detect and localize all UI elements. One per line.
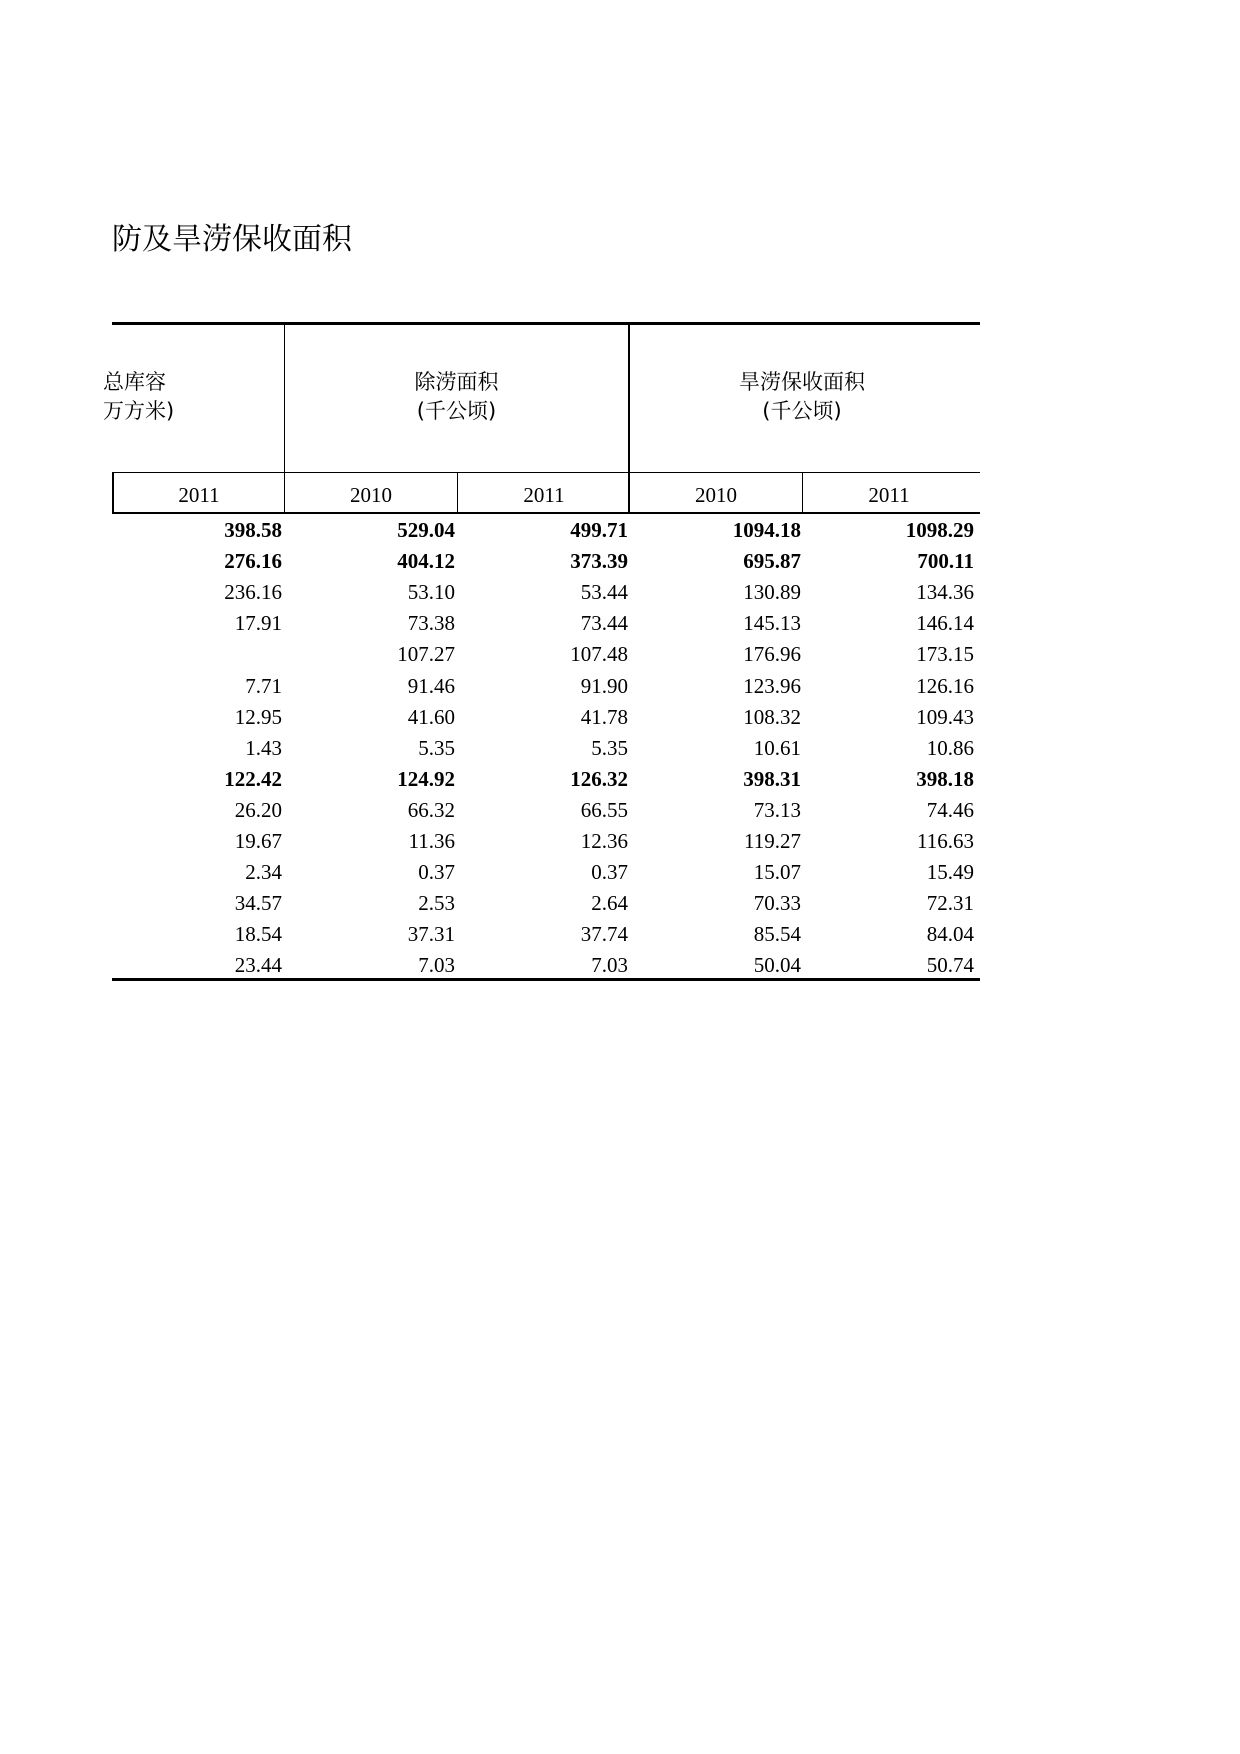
table-cell: 91.90 (580, 673, 628, 698)
table-row (112, 857, 980, 888)
table-cell: 84.04 (926, 922, 974, 947)
table-cell: 19.67 (234, 829, 282, 853)
table-cell: 12.36 (580, 829, 628, 853)
table-cell: 73.13 (753, 797, 801, 822)
table-cell: 2.34 (245, 860, 282, 885)
table-cell: 26.20 (234, 797, 282, 822)
table-cell: 126.32 (570, 766, 628, 791)
table-row (112, 888, 980, 919)
table-cell: 176.96 (743, 642, 801, 667)
table-cell: 276.16 (224, 549, 282, 574)
table-cell: 73.38 (407, 611, 455, 636)
table-cell: 37.31 (407, 922, 455, 947)
year-cell: 2011 (523, 483, 565, 507)
table-cell: 109.43 (916, 704, 974, 729)
table-cell: 0.37 (418, 860, 455, 885)
table-cell: 119.27 (744, 829, 801, 853)
year-cell: 2011 (178, 483, 220, 507)
table-cell: 107.27 (397, 642, 455, 667)
table-cell: 37.74 (580, 922, 628, 947)
header-drainage-area-line2: (千公顷) (416, 399, 497, 423)
table-cell: 107.48 (570, 642, 628, 667)
table-cell: 5.35 (591, 735, 628, 760)
table-row (112, 546, 980, 577)
year-cell: 2010 (695, 483, 737, 507)
table-row (112, 795, 980, 826)
table-cell: 50.74 (926, 953, 974, 978)
table-cell: 373.39 (570, 549, 628, 574)
header-reservoir-capacity-line1: 总库容 (103, 370, 166, 394)
table-row (112, 639, 980, 670)
table-cell: 499.71 (570, 518, 628, 542)
table-cell: 50.04 (753, 953, 801, 978)
table-cell: 7.03 (591, 953, 628, 978)
table-cell: 124.92 (397, 766, 455, 791)
table-cell: 123.96 (743, 673, 801, 698)
table-cell: 15.49 (926, 860, 974, 885)
year-row-top-rule (112, 472, 980, 473)
table-cell: 2.53 (418, 891, 455, 916)
table-cell: 1.43 (245, 735, 282, 760)
table-cell: 41.78 (580, 704, 628, 729)
table-cell: 53.44 (580, 580, 628, 605)
header-drainage-area (285, 368, 628, 426)
table-cell: 12.95 (234, 704, 282, 729)
table-cell: 11.36 (408, 829, 455, 853)
table-cell: 116.63 (917, 829, 974, 853)
table-cell: 85.54 (753, 922, 801, 947)
table-cell: 146.14 (916, 611, 974, 636)
table-cell: 134.36 (916, 580, 974, 605)
header-drainage-area-line1: 除涝面积 (414, 370, 499, 394)
table-cell: 130.89 (743, 580, 801, 605)
table-cell: 74.46 (926, 797, 974, 822)
header-stable-yield-area-line2: (千公顷) (762, 399, 842, 423)
table-cell: 2.64 (591, 891, 628, 916)
header-stable-yield-area-line1: 旱涝保收面积 (739, 370, 865, 394)
table-cell: 15.07 (753, 860, 801, 885)
table-cell: 23.44 (234, 953, 282, 978)
table-cell: 72.31 (926, 891, 974, 916)
table-row (112, 919, 980, 950)
table-cell: 695.87 (743, 549, 801, 574)
table-cell: 173.15 (916, 642, 974, 667)
table-cell: 529.04 (397, 518, 455, 542)
table-cell: 398.58 (224, 518, 282, 542)
table-row (112, 515, 980, 546)
data-table (103, 322, 980, 992)
table-cell: 53.10 (407, 580, 455, 605)
table-cell: 66.32 (407, 797, 455, 822)
table-cell: 108.32 (743, 704, 801, 729)
table-cell: 236.16 (224, 580, 282, 605)
table-cell: 398.31 (743, 766, 801, 791)
table-cell: 7.71 (245, 673, 282, 698)
table-cell: 122.42 (224, 766, 282, 791)
table-cell: 145.13 (743, 611, 801, 636)
table-cell: 34.57 (234, 891, 282, 916)
table-cell: 66.55 (580, 797, 628, 822)
page-title: 防及旱涝保收面积 (112, 222, 352, 257)
header-bottom-rule (112, 512, 980, 514)
year-cell: 2010 (350, 483, 392, 507)
table-cell: 7.03 (418, 953, 455, 978)
table-cell: 70.33 (753, 891, 801, 916)
table-cell: 91.46 (407, 673, 455, 698)
table-cell: 18.54 (234, 922, 282, 947)
table-top-rule (112, 322, 980, 325)
table-cell: 126.16 (916, 673, 974, 698)
table-cell: 1094.18 (732, 518, 801, 542)
table-cell: 10.86 (926, 735, 974, 760)
table-cell: 17.91 (234, 611, 282, 636)
table-cell: 0.37 (591, 860, 628, 885)
table-row (112, 702, 980, 733)
table-row (112, 764, 980, 795)
header-reservoir-capacity (103, 368, 282, 426)
table-cell: 41.60 (407, 704, 455, 729)
table-cell: 10.61 (753, 735, 801, 760)
year-cell: 2011 (868, 483, 910, 507)
table-row (112, 577, 980, 608)
table-row (112, 826, 980, 857)
table-cell: 5.35 (418, 735, 455, 760)
table-row (112, 608, 980, 639)
table-row (112, 950, 980, 981)
table-cell: 404.12 (397, 549, 455, 574)
table-row (112, 671, 980, 702)
header-reservoir-capacity-line2: 万方米) (103, 399, 175, 423)
table-cell: 73.44 (580, 611, 628, 636)
table-row (112, 733, 980, 764)
table-cell: 1098.29 (905, 518, 974, 542)
table-cell: 398.18 (916, 766, 974, 791)
header-stable-yield-area (630, 368, 974, 426)
table-cell: 700.11 (917, 549, 974, 574)
